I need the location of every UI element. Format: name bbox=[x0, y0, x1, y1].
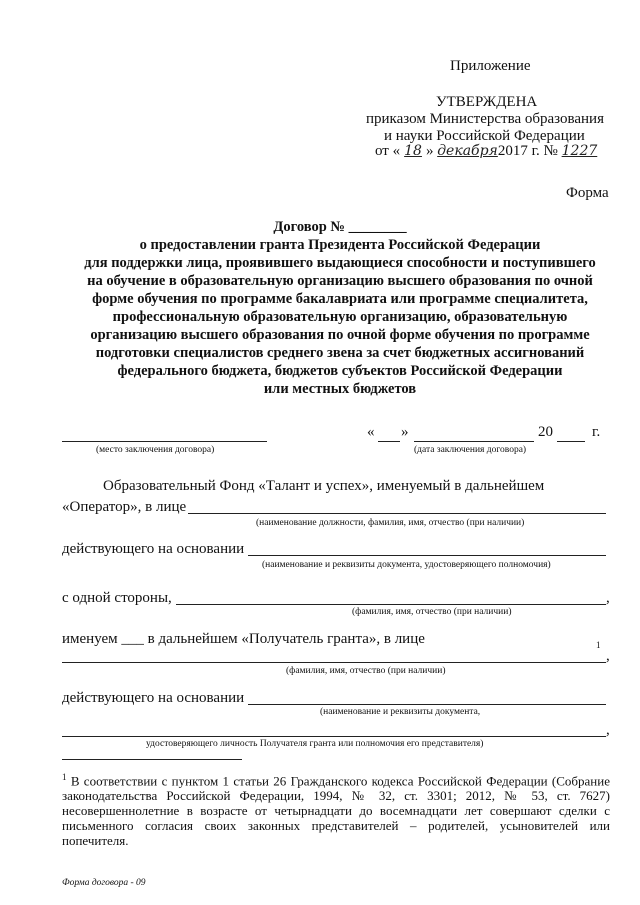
footnote-divider bbox=[62, 759, 242, 760]
footnote-mark: 1 bbox=[62, 772, 67, 782]
date-day-handwritten: 18 bbox=[404, 143, 422, 159]
order-date-line bbox=[375, 143, 597, 160]
form-code-footer: Форма договора - 09 bbox=[62, 878, 146, 888]
recipient-name-field[interactable] bbox=[62, 662, 606, 663]
title-line-7: подготовки специалистов среднего звена за счет бюджетных ассигнований bbox=[95, 345, 585, 361]
date-month-field[interactable] bbox=[414, 441, 534, 442]
title-line-2: для поддержки лица, проявившего выдающиеся способности и поступившего bbox=[84, 255, 596, 271]
appendix-label: Приложение bbox=[450, 58, 531, 74]
form-label: Форма bbox=[566, 185, 609, 201]
acting-basis-label-2: действующего на основании bbox=[62, 690, 245, 706]
date-caption: (дата заключения договора) bbox=[414, 445, 527, 455]
operator-paragraph-line-1: Образовательный Фонд «Талант и успех», именуемый в дальнейшем bbox=[103, 478, 545, 494]
recipient-basis-caption: (наименование и реквизиты документа, bbox=[320, 707, 481, 717]
one-side-label: с одной стороны, bbox=[62, 590, 172, 606]
title-line-1: о предоставлении гранта Президента Российской Федерации bbox=[139, 237, 541, 253]
contract-title bbox=[60, 218, 620, 398]
operator-person-caption: (фамилия, имя, отчество (при наличии) bbox=[352, 607, 512, 617]
operator-representative-caption: (наименование должности, фамилия, имя, отчество (при наличии) bbox=[256, 518, 525, 528]
place-caption: (место заключения договора) bbox=[96, 445, 215, 455]
title-line-3: на обучение в образовательную организацию высшего образования по очной bbox=[87, 273, 593, 289]
recipient-basis-caption-2: удостоверяющего личность Получателя гранта или полномочия его представителя) bbox=[146, 739, 484, 749]
order-line-1: приказом Министерства образования bbox=[366, 111, 604, 127]
operator-representative-field[interactable] bbox=[188, 513, 606, 514]
contract-number-heading: Договор № ________ bbox=[273, 219, 407, 235]
recipient-basis-field-continued[interactable] bbox=[62, 736, 606, 737]
one-side-comma: , bbox=[606, 590, 610, 606]
order-number-handwritten: 1227 bbox=[561, 143, 598, 159]
date-day-field[interactable] bbox=[378, 441, 400, 442]
date-close-quote: » bbox=[401, 424, 409, 440]
footnote-text bbox=[62, 770, 610, 848]
named-recipient-line: именуем ___ в дальнейшем «Получатель гранта», в лице bbox=[62, 631, 425, 647]
date-year-suffix: г. bbox=[592, 424, 601, 440]
operator-basis-caption: (наименование и реквизиты документа, удостоверяющего полномочия) bbox=[262, 560, 551, 570]
operator-paragraph-line-2: «Оператор», в лице bbox=[62, 499, 187, 515]
operator-person-field[interactable] bbox=[176, 604, 606, 605]
date-prefix: от « bbox=[375, 143, 401, 159]
acting-basis-label: действующего на основании bbox=[62, 541, 245, 557]
footnote-reference-1: 1 bbox=[596, 640, 601, 650]
recipient-basis-field[interactable] bbox=[248, 704, 606, 705]
date-open-quote: « bbox=[367, 424, 375, 440]
title-line-8: федерального бюджета, бюджетов субъектов Российской Федерации bbox=[117, 363, 563, 379]
recipient-basis-comma: , bbox=[606, 722, 610, 738]
order-line-2: и науки Российской Федерации bbox=[384, 128, 585, 144]
approved-label: УТВЕРЖДЕНА bbox=[436, 94, 538, 110]
date-month-handwritten: декабря bbox=[437, 143, 498, 159]
date-year-field[interactable] bbox=[557, 441, 585, 442]
date-year-number-label: 2017 г. № bbox=[497, 143, 558, 159]
date-year-prefix: 20 bbox=[538, 424, 553, 440]
title-line-5: профессиональную образовательную организацию, образовательную bbox=[112, 309, 568, 325]
place-field[interactable] bbox=[62, 441, 267, 442]
title-line-4: форме обучения по программе бакалавриата или программе специалитета, bbox=[92, 291, 588, 307]
operator-basis-field[interactable] bbox=[248, 555, 606, 556]
recipient-name-caption: (фамилия, имя, отчество (при наличии) bbox=[286, 666, 446, 676]
recipient-comma: , bbox=[606, 648, 610, 664]
title-line-6: организацию высшего образования по очной форме обучения по программе bbox=[90, 327, 590, 343]
footnote-body: В соответствии с пунктом 1 статьи 26 Гражданского кодекса Российской Федерации (Собрание законодательства Российской Федерации, 1994, № 32, ст. 3301; 2012, № 53, ст. 7627) несовершеннолетние в возрасте от четырнадцати до восемнадцати лет совершают сделки с письменного согласия своих законных представителей – родителей, усыновителей или попечителя. bbox=[62, 773, 610, 849]
title-line-9: или местных бюджетов bbox=[263, 381, 417, 397]
date-mid: » bbox=[425, 143, 434, 159]
